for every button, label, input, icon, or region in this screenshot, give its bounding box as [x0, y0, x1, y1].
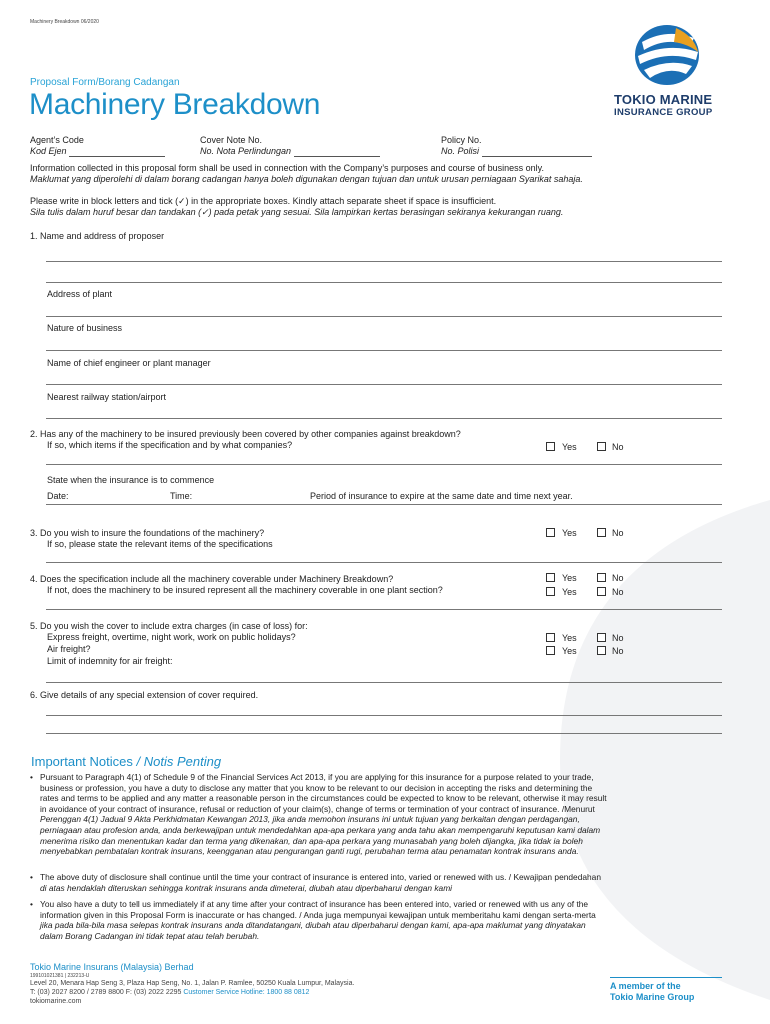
q3-question: 3. Do you wish to insure the foundations of the machinery?: [30, 528, 265, 538]
agent-code-label-ms: Kod Ejen: [30, 146, 165, 157]
bullet-dot-2: •: [30, 872, 33, 882]
q4b-no-checkbox[interactable]: [597, 587, 606, 596]
q2-details-line[interactable]: [46, 464, 722, 465]
nature-of-business-line[interactable]: [46, 350, 722, 351]
bullet-dot-3: •: [30, 899, 33, 909]
q4a-no-checkbox[interactable]: [597, 573, 606, 582]
address-of-plant-label: Address of plant: [47, 289, 113, 299]
q4-question: 4. Does the specification include all the machinery coverable under Machinery Breakdown?: [30, 574, 394, 584]
q4a-yes-checkbox[interactable]: [546, 573, 555, 582]
brand-name: TOKIO MARINE: [614, 92, 713, 107]
agent-code-label: Agent’s Code: [30, 135, 84, 145]
address-of-plant-line[interactable]: [46, 316, 722, 317]
q2-yes-checkbox[interactable]: [546, 442, 555, 451]
form-subtitle: Proposal Form/Borang Cadangan: [30, 77, 180, 88]
railway-station-line[interactable]: [46, 418, 722, 419]
q2-no-checkbox[interactable]: [597, 442, 606, 451]
q2-no-label: No: [612, 442, 624, 452]
nature-of-business-label: Nature of business: [47, 323, 123, 333]
footer-registration: 199101021381 | 232213-U: [30, 973, 90, 979]
footer-address: Level 20, Menara Hap Seng 3, Plaza Hap Seng, No. 1, Jalan P. Ramlee, 50250 Kuala Lumpur, Malaysia.: [30, 980, 355, 987]
policy-no-label-ms: No. Polisi: [441, 146, 592, 157]
q5a-no-checkbox[interactable]: [597, 633, 606, 642]
q2-subquestion: If so, which items if the specification and by what companies?: [47, 440, 293, 450]
period-text: Period of insurance to expire at the same date and time next year.: [310, 491, 573, 501]
railway-station-label: Nearest railway station/airport: [47, 392, 167, 402]
notice-3: You also have a duty to tell us immediately if at any time after your contract of insurance has been entered into, varied or renewed with us any of the information given in this Proposal Form is inaccurate or has changed. / Anda juga mempunyai kewajipan untuk memberitahu kami dengan serta-merta jika pada bila-bila masa selepas kontrak insurans anda ditandatangani, diubah atau diperbaharui dengan kami, apa-apa maklumat yang dinyatakan dalam Borang Cadangan ini tidak tepat atau telah berubah.: [40, 899, 596, 941]
info-text: Information collected in this proposal form shall be used in connection with the Company’s purposes and course of business only.: [30, 163, 544, 173]
policy-no-field[interactable]: [482, 148, 592, 157]
q1-label: 1. Name and address of proposer: [30, 231, 165, 241]
q2-yes-label: Yes: [562, 442, 577, 452]
q4a-yes-label: Yes: [562, 573, 577, 583]
commence-line[interactable]: [46, 504, 722, 505]
q6-question: 6. Give details of any special extension of cover required.: [30, 690, 259, 700]
bullet-dot-1: •: [30, 772, 33, 782]
q5-limit-indemnity: Limit of indemnity for air freight:: [47, 656, 173, 666]
time-label: Time:: [170, 491, 193, 501]
q5b-no-checkbox[interactable]: [597, 646, 606, 655]
date-label: Date:: [47, 491, 69, 501]
q4-subquestion: If not, does the machinery to be insured represent all the machinery coverable in one plant section?: [47, 585, 443, 595]
q4b-yes-checkbox[interactable]: [546, 587, 555, 596]
member-line-2: Tokio Marine Group: [610, 992, 695, 1002]
q5-question: 5. Do you wish the cover to include extra charges (in case of loss) for:: [30, 621, 308, 631]
q5a-no-label: No: [612, 633, 624, 643]
info-text-ms: Maklumat yang diperolehi di dalam borang cadangan hanya boleh digunakan dengan tujuan dan untuk urusan perniagaan Syarikat sahaja.: [30, 174, 583, 184]
policy-no-label: Policy No.: [441, 135, 482, 145]
brand-group: INSURANCE GROUP: [614, 107, 713, 118]
member-line-1: A member of the: [610, 981, 681, 991]
notices-heading: Important Notices / Notis Penting: [31, 754, 222, 769]
q6-line-2[interactable]: [46, 733, 722, 734]
agent-code-field[interactable]: [69, 148, 165, 157]
q4b-no-label: No: [612, 587, 624, 597]
cover-note-label: Cover Note No.: [200, 135, 263, 145]
q5a-yes-checkbox[interactable]: [546, 633, 555, 642]
q4a-no-label: No: [612, 573, 624, 583]
footer-divider: [610, 977, 722, 978]
notice-2: The above duty of disclosure shall continue until the time your contract of insurance is entered into, varied or renewed with us. / Kewajipan pendedahan di atas hendaklah diteruskan sehingga kontrak insurans anda dimeterai, diubah atau diperbaharui dengan kami: [40, 872, 601, 893]
q5b-yes-label: Yes: [562, 646, 577, 656]
q5-express-freight: Express freight, overtime, night work, work on public holidays?: [47, 632, 296, 642]
chief-engineer-line[interactable]: [46, 384, 722, 385]
q1-address-line[interactable]: [46, 282, 722, 283]
q3-no-label: No: [612, 528, 624, 538]
q5-air-freight: Air freight?: [47, 644, 91, 654]
q1-name-line[interactable]: [46, 261, 722, 262]
chief-engineer-label: Name of chief engineer or plant manager: [47, 358, 211, 368]
commence-label: State when the insurance is to commence: [47, 475, 215, 485]
q5b-yes-checkbox[interactable]: [546, 646, 555, 655]
q3-yes-checkbox[interactable]: [546, 528, 555, 537]
cover-note-field[interactable]: [294, 148, 380, 157]
q2-question: 2. Has any of the machinery to be insured previously been covered by other companies against breakdown?: [30, 429, 461, 439]
q5a-yes-label: Yes: [562, 633, 577, 643]
notice-1: Pursuant to Paragraph 4(1) of Schedule 9 of the Financial Services Act 2013, if you are applying for this insurance for a purpose related to your trade, business or profession, you have a duty to disclose any matter that you know to be relevant to our decision in accepting the risks and determining the rates and terms to be applied and any matter a reasonable person in the circumstances could be expected to know to be relevant, otherwise it may result in avoidance of your contract of insurance, refusal or reduction of your claim(s), change of terms or termination of your contract of insurance. /Menurut Perenggan 4(1) Jadual 9 Akta Perkhidmatan Kewangan 2013, jika anda memohon insurans ini untuk tujuan yang berkaitan dengan perdagangan, perniagaan atau profesion anda, anda berkewajipan untuk mendedahkan apa-apa perkara yang anda tahu akan mempengaruhi keputusan kami dalam menerima risiko dan menentukan kadar dan terma yang dikenakan, dan apa-apa perkara yang munasabah yang boleh dijangka, jika tidak ia boleh menyebabkan pembatalan kontrak insurans, keengganan atau pengurangan ganti rugi, perubahan terma atau penamatan kontrak insurans anda.: [40, 772, 607, 857]
tokio-marine-logo-icon: [624, 22, 710, 88]
footer-contact: T: (03) 2027 8200 / 2789 8800 F: (03) 2022 2295 Customer Service Hotline: 1800 88 0812: [30, 989, 310, 996]
q5b-no-label: No: [612, 646, 624, 656]
footer-company: Tokio Marine Insurans (Malaysia) Berhad: [30, 962, 194, 972]
document-code: Machinery Breakdown 06/2020: [30, 19, 99, 25]
cover-note-label-ms: No. Nota Perlindungan: [200, 146, 380, 157]
page-title: Machinery Breakdown: [29, 88, 321, 121]
instructions-text-ms: Sila tulis dalam huruf besar dan tandakan (✓) pada petak yang sesuai. Sila lampirkan kertas berasingan sekiranya kekurangan ruang.: [30, 207, 564, 217]
instructions-text: Please write in block letters and tick (✓) in the appropriate boxes. Kindly attach separate sheet if space is insufficient.: [30, 196, 497, 206]
q3-yes-label: Yes: [562, 528, 577, 538]
q5-details-line[interactable]: [46, 682, 722, 683]
q3-no-checkbox[interactable]: [597, 528, 606, 537]
q6-line-1[interactable]: [46, 715, 722, 716]
q4b-yes-label: Yes: [562, 587, 577, 597]
footer-website[interactable]: tokiomarine.com: [30, 998, 82, 1005]
q3-details-line[interactable]: [46, 562, 722, 563]
q3-subquestion: If so, please state the relevant items of the specifications: [47, 539, 273, 549]
q4-details-line[interactable]: [46, 609, 722, 610]
